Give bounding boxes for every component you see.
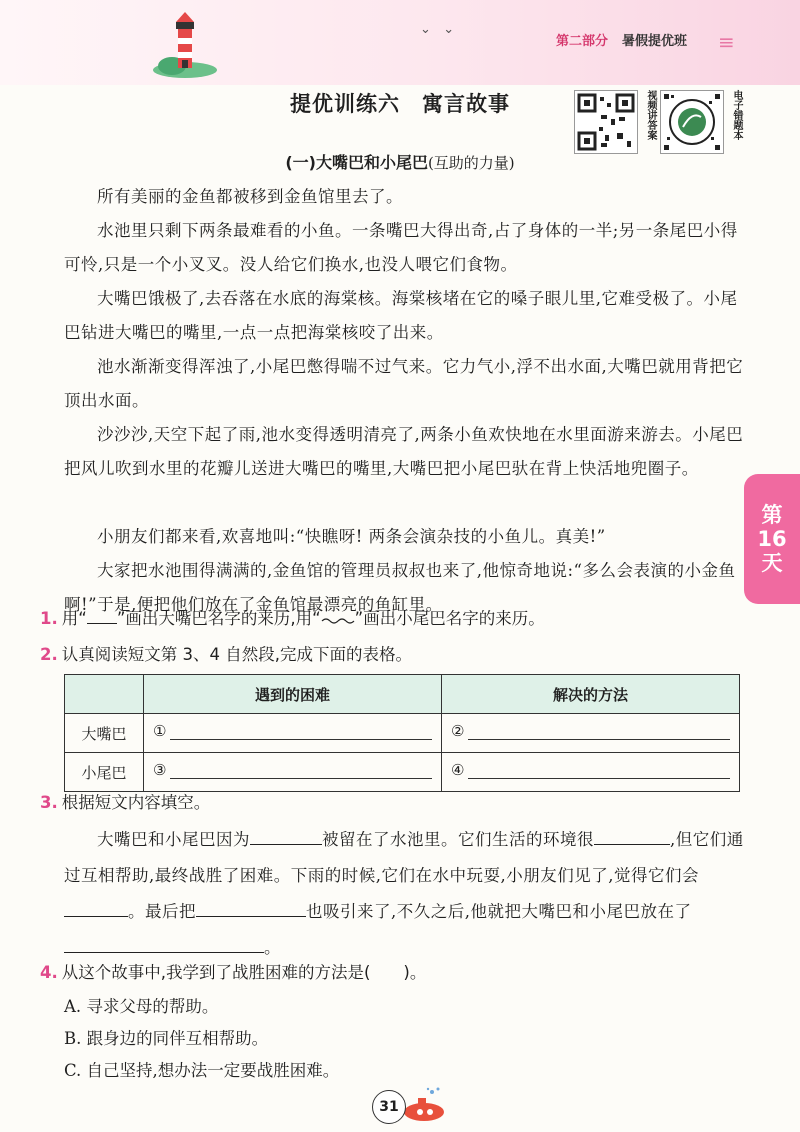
- answer-line: [468, 723, 730, 740]
- decorative-lines-icon: ≡: [718, 30, 733, 54]
- story-title: (一)大嘴巴和小尾巴: [285, 153, 428, 172]
- answer-marker: ④: [451, 761, 465, 779]
- lesson-title: 提优训练六 寓言故事: [290, 92, 510, 116]
- fill-text-2: 被留在了水池里。它们生活的环境很: [322, 830, 594, 849]
- paragraph-5: 沙沙沙,天空下起了雨,池水变得透明清亮了,两条小鱼欢快地在水里面游来游去。小尾巴把风儿吹到水里的花瓣儿送进大嘴巴的嘴里,大嘴巴把小尾巴驮在背上快活地兜圈子。: [64, 425, 744, 478]
- qr-codes: [574, 90, 742, 154]
- paragraph-7: 大家把水池围得满满的,金鱼馆的管理员叔叔也来了,他惊奇地说:“多么会表演的小金鱼啊!”于是,便把他们放在了金鱼馆最漂亮的鱼缸里。: [64, 561, 736, 614]
- q1-text-c: ”画出小尾巴名字的来历。: [354, 609, 545, 628]
- fill-text-1: 大嘴巴和小尾巴因为: [97, 830, 250, 849]
- section-tag: [550, 26, 693, 52]
- question-2-number: 2.: [40, 645, 58, 664]
- fill-text-3: ,: [670, 830, 676, 849]
- qr-code-video-icon[interactable]: [574, 90, 638, 154]
- paragraph-2: 水池里只剩下两条最难看的小鱼。一条嘴巴大得出奇,占了身体的一半;另一条尾巴小得可怜,只是一个小叉叉。没人给它们换水,也没人喂它们食物。: [64, 221, 738, 274]
- q1-text-a: 用“: [61, 609, 87, 628]
- answer-cell-1[interactable]: [144, 714, 442, 753]
- day-tab-suffix: 天: [761, 551, 783, 575]
- option-c[interactable]: C. 自己坚持,想办法一定要战胜困难。: [64, 1061, 340, 1080]
- answer-table: [64, 674, 740, 792]
- blank-1[interactable]: [250, 826, 322, 845]
- table-header-row: [65, 675, 740, 714]
- question-1-number: 1.: [40, 609, 58, 628]
- question-2-text: 认真阅读短文第 3、4 自然段,完成下面的表格。: [61, 645, 412, 664]
- lighthouse-icon: [150, 8, 220, 78]
- question-1: [40, 604, 750, 634]
- paragraph-4: 池水渐渐变得浑浊了,小尾巴憋得喘不过气来。它力气小,浮不出水面,大嘴巴就用背把它顶出水面。: [64, 357, 744, 410]
- fill-text-4: 但它们通过互相帮助,最终战胜了困难。下雨的时候,它们在水中玩耍,小朋友们见了,觉得它们会: [64, 830, 744, 885]
- story-subtitle: [0, 150, 800, 173]
- paragraph-1: 所有美丽的金鱼都被移到金鱼馆里去了。: [97, 187, 403, 206]
- question-4-text: 从这个故事中,我学到了战胜困难的方法是( )。: [61, 963, 427, 982]
- wavy-line-icon: [321, 610, 355, 624]
- birds-icon: ⌄ ⌄: [420, 22, 455, 37]
- option-a[interactable]: A. 寻求父母的帮助。: [64, 997, 219, 1016]
- qr-label-mistakes: 电子错题本: [731, 90, 742, 140]
- section-name: 暑假提优班: [622, 33, 688, 49]
- answer-cell-3[interactable]: [144, 753, 442, 792]
- day-tab: [744, 474, 800, 604]
- fill-text-7: 。: [264, 938, 281, 957]
- section-part: 第二部分: [556, 33, 609, 49]
- blank-5[interactable]: [64, 934, 264, 953]
- answer-marker: ③: [153, 761, 167, 779]
- fill-in-paragraph: [64, 822, 754, 966]
- question-4: [40, 958, 750, 988]
- answer-marker: ①: [153, 722, 167, 740]
- fill-text-6: 也吸引来了,不久之后,他就把大嘴巴和小尾巴放在了: [306, 902, 692, 921]
- blank-2[interactable]: [594, 826, 670, 845]
- fill-text-5: 。最后把: [128, 902, 196, 921]
- question-4-number: 4.: [40, 963, 58, 982]
- paragraph-6: 小朋友们都来看,欢喜地叫:“快瞧呀! 两条会演杂技的小鱼儿。真美!”: [97, 527, 606, 546]
- answer-line: [170, 762, 432, 779]
- blank-3[interactable]: [64, 898, 128, 917]
- answer-cell-4[interactable]: [442, 753, 740, 792]
- table-corner-cell: [65, 675, 144, 714]
- answer-marker: ②: [451, 722, 465, 740]
- table-header-difficulty: 遇到的困难: [144, 675, 442, 714]
- page-footer: [372, 1086, 452, 1126]
- option-b[interactable]: B. 跟身边的同伴互相帮助。: [64, 1029, 269, 1048]
- question-3-number: 3.: [40, 793, 58, 812]
- straight-line-icon: [87, 609, 117, 624]
- table-header-solution: 解决的方法: [442, 675, 740, 714]
- row-label-big-mouth: 大嘴巴: [65, 714, 144, 753]
- question-3: [40, 788, 750, 818]
- blank-4[interactable]: [196, 898, 306, 917]
- answer-cell-2[interactable]: [442, 714, 740, 753]
- qr-code-mistakes-icon[interactable]: [660, 90, 724, 154]
- answer-line: [468, 762, 730, 779]
- day-tab-prefix: 第: [761, 503, 783, 527]
- story-theme: (互助的力量): [427, 154, 515, 172]
- q1-text-b: ”画出大嘴巴名字的来历,用“: [116, 609, 321, 628]
- answer-line: [170, 723, 432, 740]
- question-2: [40, 640, 750, 670]
- table-row: [65, 753, 740, 792]
- question-3-text: 根据短文内容填空。: [61, 793, 211, 812]
- day-tab-number: 16: [757, 527, 787, 551]
- table-row: [65, 714, 740, 753]
- page-number: 31: [372, 1090, 406, 1124]
- paragraph-3: 大嘴巴饿极了,去吞落在水底的海棠核。海棠核堵在它的嗓子眼儿里,它难受极了。小尾巴钻进大嘴巴的嘴里,一点一点把海棠核咬了出来。: [64, 289, 738, 342]
- qr-label-video: 视频讲答案: [645, 90, 656, 140]
- row-label-small-tail: 小尾巴: [65, 753, 144, 792]
